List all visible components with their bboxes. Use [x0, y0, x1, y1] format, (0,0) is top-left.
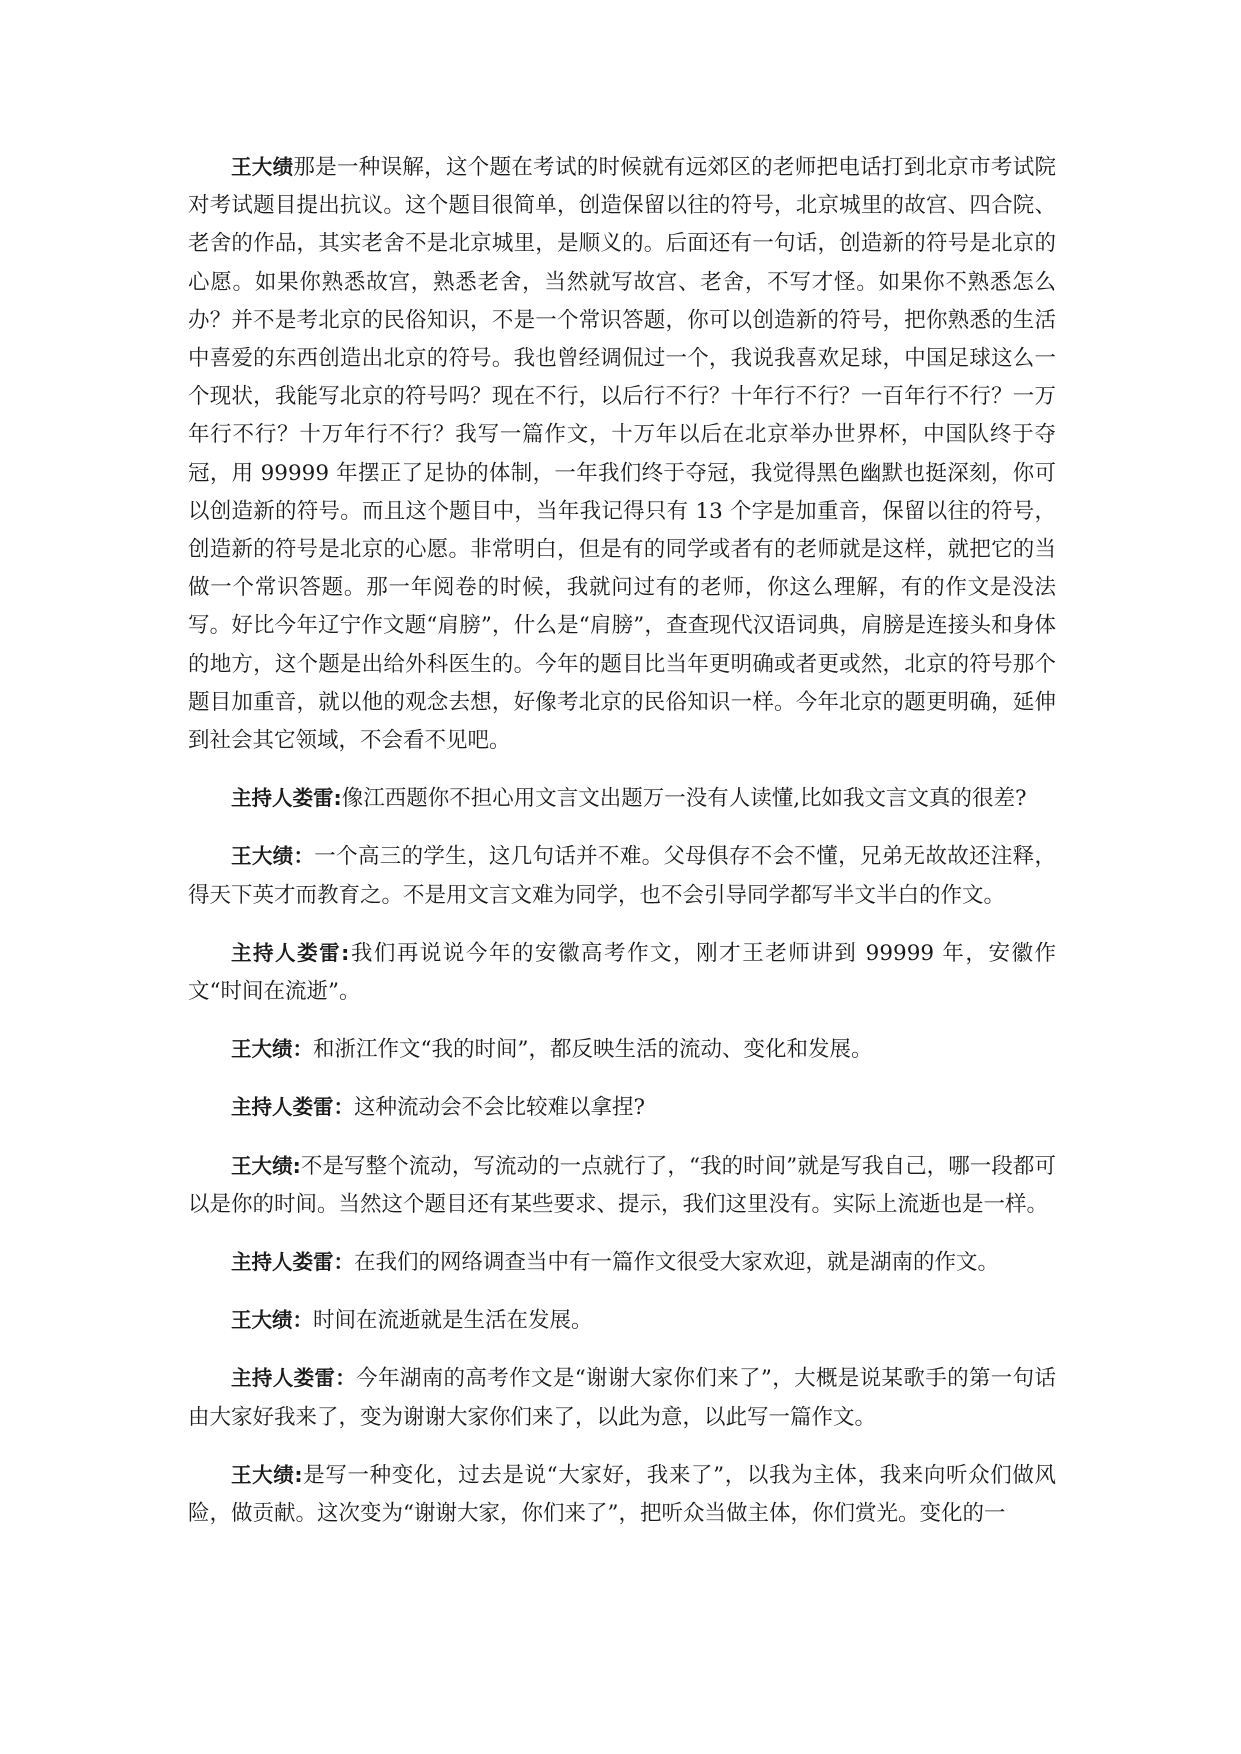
dialogue-paragraph — [188, 779, 1056, 818]
dialogue-text: 是写一种变化，过去是说“大家好，我来了”，以我为主体，我来向听众们做风险，做贡献。这次变为“谢谢大家，你们来了”，把听众当做主体，你们赏光。变化的一 — [188, 1462, 1056, 1527]
dialogue-text: 一个高三的学生，这几句话并不难。父母俱存不会不懂，兄弟无故故还注释，得天下英才而教育之。不是用文言文难为同学，也不会引导同学都写半文半白的作文。 — [188, 844, 1056, 908]
dialogue-paragraph — [188, 1088, 1056, 1127]
dialogue-text: 今年湖南的高考作文是“谢谢大家你们来了”，大概是说某歌手的第一句话由大家好我来了，变为谢谢大家你们来了，以此为意，以此写一篇作文。 — [188, 1366, 1056, 1430]
speaker-name: 王大绩 — [231, 155, 294, 179]
dialogue-text: 时间在流逝就是生活在发展。 — [313, 1308, 593, 1334]
dialogue-paragraph — [188, 148, 1056, 760]
speaker-name: 主持人娄雷： — [231, 1250, 354, 1275]
speaker-name: 王大绩： — [231, 1037, 313, 1062]
speaker-name: 主持人娄雷： — [231, 1095, 354, 1120]
dialogue-paragraph — [188, 934, 1056, 1011]
dialogue-paragraph — [188, 1301, 1056, 1340]
dialogue-text: 我们再说说今年的安徽高考作文，刚才王老师讲到 99999 年，安徽作文“时间在流逝”。 — [188, 940, 1056, 1005]
speaker-name: 王大绩： — [231, 1308, 313, 1333]
dialogue-paragraph — [188, 1456, 1056, 1533]
dialogue-text: 这种流动会不会比较难以拿捏? — [354, 1095, 646, 1121]
dialogue-text: 和浙江作文“我的时间”，都反映生活的流动、变化和发展。 — [313, 1037, 873, 1063]
dialogue-text: 不是写整个流动，写流动的一点就行了，“我的时间”就是写我自己，哪一段都可以是你的时间。当然这个题目还有某些要求、提示，我们这里没有。实际上流逝也是一样。 — [188, 1153, 1056, 1217]
speaker-name: 王大绩： — [231, 844, 315, 869]
dialogue-paragraph — [188, 1030, 1056, 1069]
dialogue-text: 像江西题你不担心用文言文出题万一没有人读懂,比如我文言文真的很差? — [341, 786, 1027, 812]
dialogue-text: 在我们的网络调查当中有一篇作文很受大家欢迎，就是湖南的作文。 — [354, 1250, 1000, 1276]
speaker-name: 王大绩: — [231, 1462, 303, 1487]
speaker-name: 主持人娄雷： — [231, 1366, 357, 1391]
document-page — [188, 148, 1056, 1552]
speaker-name: 主持人娄雷: — [231, 786, 342, 811]
dialogue-text: 那是一种误解，这个题在考试的时候就有远郊区的老师把电话打到北京市考试院对考试题目提出抗议。这个题目很简单，创造保留以往的符号，北京城里的故宫、四合院、老舍的作品，其实老舍不是北京城里，是顺义的。后面还有一句话，创造新的符号是北京的心愿。如果你熟悉故宫，熟悉老舍，当然就写故宫、老舍，不写才怪。如果你不熟悉怎么办？并不是考北京的民俗知识，不是一个常识答题，你可以创造新的符号，把你熟悉的生活中喜爱的东西创造出北京的符号。我也曾经调侃过一个，我说我喜欢足球，中国足球这么一个现状，我能写北京的符号吗？现在不行，以后行不行？十年行不行？一百年行不行？一万年行不行？十万年行不行？我写一篇作文，十万年以后在北京举办世界杯，中国队终于夺冠，用 99999 年摆正了足协的体制，一年我们终于夺冠，我觉得黑色幽默也挺深刻，你可以创造新的符号。而且这个题目中，当年我记得只有 13 个字是加重音，保留以往的符号，创造新的符号是北京的心愿。非常明白，但是有的同学或者有的老师就是这样，就把它的当做一个常识答题。那一年阅卷的时候，我就问过有的老师，你这么理解，有的作文是没法写。好比今年辽宁作文题“肩膀”，什么是“肩膀”，查查现代汉语词典，肩膀是连接头和身体的地方，这个题是出给外科医生的。今年的题目比当年更明确或者更或然，北京的符号那个题目加重音，就以他的观念去想，好像考北京的民俗知识一样。今年北京的题更明确，延伸到社会其它领域，不会看不见吧。 — [188, 155, 1056, 754]
dialogue-paragraph — [188, 1359, 1056, 1436]
speaker-name: 主持人娄雷: — [231, 940, 350, 965]
dialogue-paragraph — [188, 1147, 1056, 1224]
speaker-name: 王大绩: — [231, 1153, 301, 1178]
dialogue-paragraph — [188, 1243, 1056, 1282]
dialogue-paragraph — [188, 837, 1056, 914]
